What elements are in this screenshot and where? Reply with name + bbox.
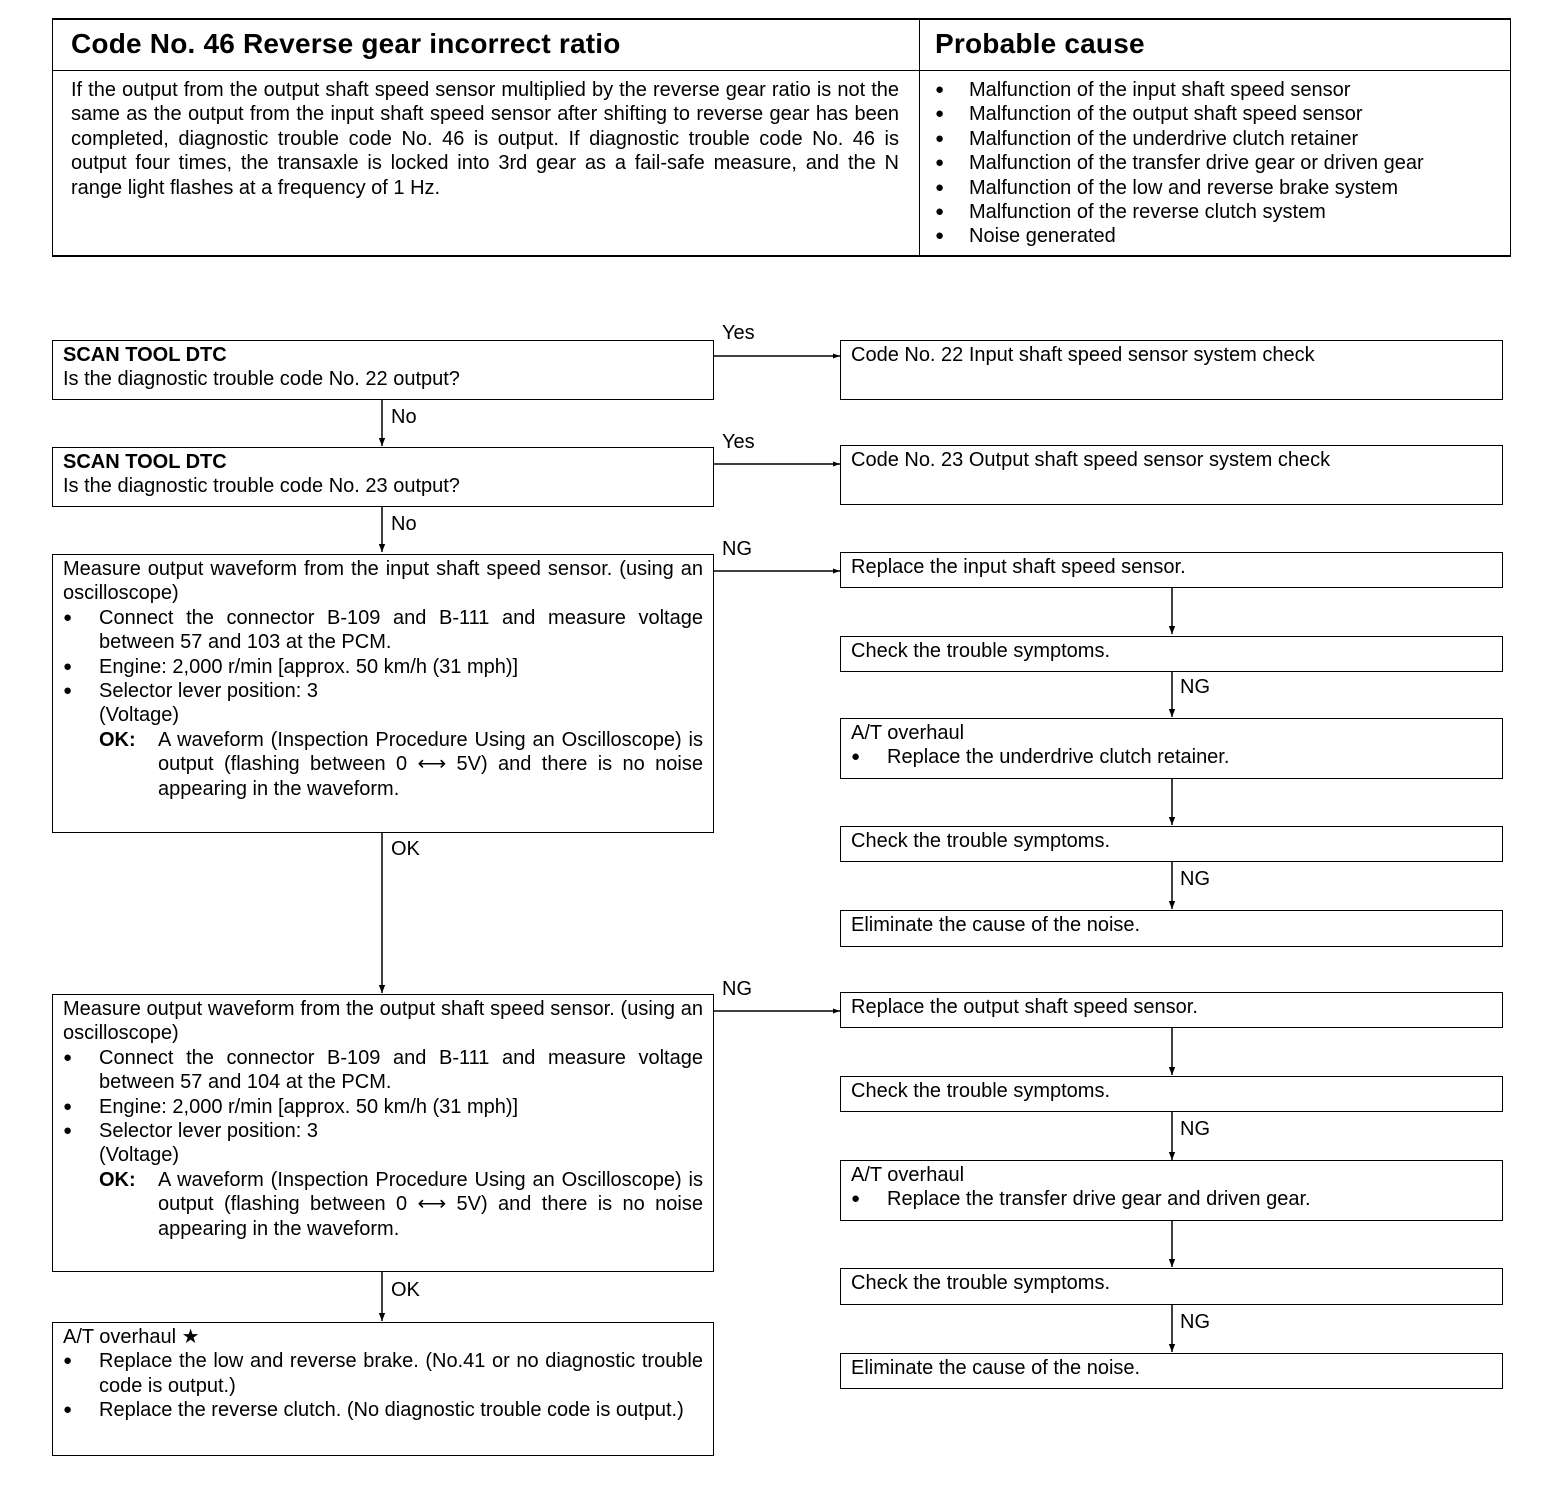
box-text: Check the trouble symptoms.	[851, 830, 1110, 852]
no-label: No	[391, 513, 417, 535]
input-shaft-waveform-box	[52, 554, 714, 833]
cause-item: ● Malfunction of the underdrive clutch retainer	[935, 127, 1424, 151]
check-symptoms-box	[840, 1076, 1503, 1112]
ok-label: OK:	[99, 728, 136, 751]
no-label: No	[391, 406, 417, 428]
code-description: If the output from the output shaft speed sensor multiplied by the reverse gear ratio is not the same as the output from the input shaft speed sensor after shifting to reverse gear has been completed, diagnostic trouble code No. 46 is output. If diagnostic trouble code No. 46 is output four times, the transaxle is locked into 3rd gear as a fail-safe measure, and the N range light flashes at a frequency of 1 Hz.	[71, 79, 899, 199]
cause-item: ● Malfunction of the input shaft speed sensor	[935, 78, 1424, 102]
ng-label: NG	[722, 978, 752, 1000]
overhaul-steps	[851, 1187, 1492, 1211]
box-question: Is the diagnostic trouble code No. 23 output?	[63, 475, 460, 498]
code-22-check-box	[840, 340, 1503, 400]
ng-label: NG	[722, 538, 752, 560]
voltage-label: (Voltage)	[99, 1144, 180, 1167]
box-title: SCAN TOOL DTC	[63, 451, 227, 473]
replace-input-sensor-box	[840, 552, 1503, 588]
eliminate-noise-box	[840, 910, 1503, 947]
check-symptoms-box	[840, 1268, 1503, 1305]
scan-tool-dtc-23-box	[52, 447, 714, 507]
box-title: A/T overhaul ★	[63, 1326, 200, 1348]
ok-criteria	[63, 728, 703, 801]
overhaul-steps	[851, 745, 1492, 769]
final-overhaul-box	[52, 1322, 714, 1456]
condition-item: ● Selector lever position: 3	[63, 679, 703, 703]
voltage-label: (Voltage)	[99, 704, 180, 727]
overhaul-step: ● Replace the underdrive clutch retainer.	[851, 745, 1492, 769]
measure-conditions	[63, 606, 703, 704]
box-text: Code No. 23 Output shaft speed sensor system check	[851, 449, 1331, 471]
box-text: Eliminate the cause of the noise.	[851, 914, 1141, 936]
ok-text: A waveform (Inspection Procedure Using an Oscilloscope) is output (flashing between 0 ⟷ 5V) and there is no noise appearing in the waveform.	[158, 728, 703, 800]
measure-intro: Measure output waveform from the output shaft speed sensor. (using an oscilloscope)	[63, 998, 703, 1045]
ok-label: OK	[391, 838, 420, 860]
condition-item: ● Engine: 2,000 r/min [approx. 50 km/h (31 mph)]	[63, 655, 703, 679]
eliminate-noise-box	[840, 1353, 1503, 1389]
box-text: Check the trouble symptoms.	[851, 1272, 1110, 1294]
code-title: Code No. 46 Reverse gear incorrect ratio	[71, 28, 621, 59]
ng-label: NG	[1180, 676, 1210, 698]
ok-label: OK:	[99, 1168, 136, 1191]
measure-conditions	[63, 1046, 703, 1144]
condition-item: ● Engine: 2,000 r/min [approx. 50 km/h (31 mph)]	[63, 1095, 703, 1119]
box-text: Replace the output shaft speed sensor.	[851, 996, 1198, 1018]
box-title: A/T overhaul	[851, 722, 965, 744]
check-symptoms-box	[840, 636, 1503, 672]
overhaul-steps	[63, 1349, 703, 1422]
box-title: SCAN TOOL DTC	[63, 344, 227, 366]
box-text: Check the trouble symptoms.	[851, 1080, 1110, 1102]
ok-text: A waveform (Inspection Procedure Using an Oscilloscope) is output (flashing between 0 ⟷ 5V) and there is no noise appearing in the waveform.	[158, 1168, 703, 1240]
ok-label: OK	[391, 1279, 420, 1301]
box-text: Check the trouble symptoms.	[851, 640, 1110, 662]
measure-intro: Measure output waveform from the input shaft speed sensor. (using an oscilloscope)	[63, 558, 703, 605]
condition-item: ● Selector lever position: 3	[63, 1119, 703, 1143]
output-shaft-waveform-box	[52, 994, 714, 1272]
box-text: Eliminate the cause of the noise.	[851, 1357, 1141, 1379]
box-text: Replace the input shaft speed sensor.	[851, 556, 1186, 578]
replace-output-sensor-box	[840, 992, 1503, 1028]
code-23-check-box	[840, 445, 1503, 505]
scan-tool-dtc-22-box	[52, 340, 714, 400]
yes-label: Yes	[722, 322, 755, 344]
cause-item: ● Malfunction of the reverse clutch system	[935, 200, 1424, 224]
ok-criteria	[63, 1168, 703, 1241]
box-text: Code No. 22 Input shaft speed sensor system check	[851, 344, 1315, 366]
yes-label: Yes	[722, 431, 755, 453]
cause-item: ● Noise generated	[935, 224, 1424, 248]
overhaul-step: ● Replace the transfer drive gear and driven gear.	[851, 1187, 1492, 1211]
box-title: A/T overhaul	[851, 1164, 965, 1186]
ng-label: NG	[1180, 868, 1210, 890]
at-overhaul-clutch-box	[840, 718, 1503, 779]
at-overhaul-gear-box	[840, 1160, 1503, 1221]
overhaul-step: ● Replace the low and reverse brake. (No.41 or no diagnostic trouble code is output.)	[63, 1349, 703, 1398]
overhaul-step: ● Replace the reverse clutch. (No diagnostic trouble code is output.)	[63, 1398, 703, 1422]
check-symptoms-box	[840, 826, 1503, 862]
cause-item: ● Malfunction of the low and reverse brake system	[935, 176, 1424, 200]
cause-item: ● Malfunction of the output shaft speed sensor	[935, 102, 1424, 126]
ng-label: NG	[1180, 1311, 1210, 1333]
cause-item: ● Malfunction of the transfer drive gear or driven gear	[935, 151, 1424, 175]
condition-item: ● Connect the connector B-109 and B-111 and measure voltage between 57 and 104 at the PCM.	[63, 1046, 703, 1095]
ng-label: NG	[1180, 1118, 1210, 1140]
condition-item: ● Connect the connector B-109 and B-111 and measure voltage between 57 and 103 at the PCM.	[63, 606, 703, 655]
probable-cause-heading: Probable cause	[935, 28, 1145, 59]
box-question: Is the diagnostic trouble code No. 22 output?	[63, 368, 460, 391]
